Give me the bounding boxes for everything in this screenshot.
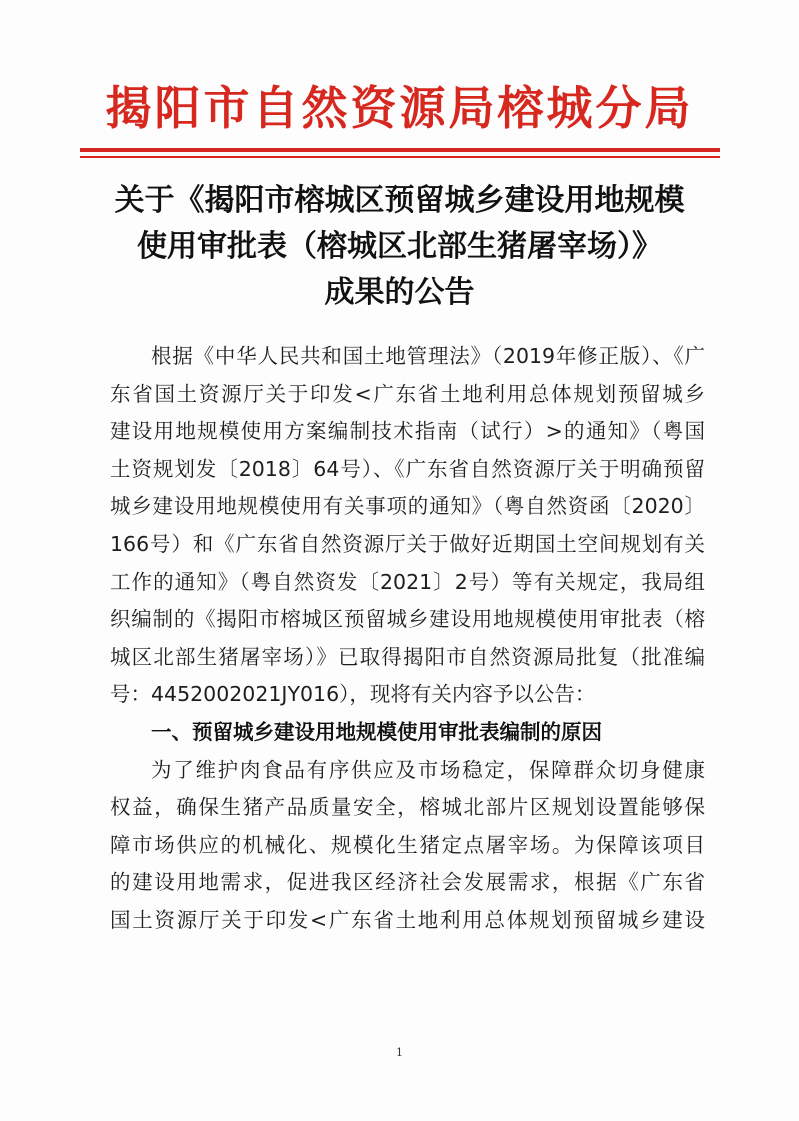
document-body	[110, 338, 705, 940]
body-line: 工作的通知》（粤自然资发〔2021〕2号）等有关规定，我局组	[110, 569, 705, 594]
body-line: 166号）和《广东省自然资源厅关于做好近期国土空间规划有关	[110, 531, 705, 556]
header-rule-thick	[80, 148, 720, 152]
body-line: 土资规划发〔2018〕64号）、《广东省自然资源厅关于明确预留	[110, 456, 705, 481]
body-line: 号：4452002021JY016），现将有关内容予以公告：	[110, 682, 596, 707]
body-line: 权益，确保生猪产品质量安全，榕城北部片区规划设置能够保	[110, 795, 705, 820]
body-line: 城乡建设用地规模使用有关事项的通知》（粤自然资函〔2020〕	[110, 494, 705, 519]
title-line-2: 使用审批表（榕城区北部生猪屠宰场）》	[137, 229, 662, 264]
body-line: 根据《中华人民共和国土地管理法》（2019年修正版）、《广	[151, 344, 705, 368]
body-line: 织编制的《揭阳市榕城区预留城乡建设用地规模使用审批表（榕	[110, 607, 705, 632]
title-line-3: 成果的公告	[324, 275, 475, 310]
title-line-1: 关于《揭阳市榕城区预留城乡建设用地规模	[114, 183, 685, 218]
body-line: 障市场供应的机械化、规模化生猪定点屠宰场。为保障该项目	[110, 832, 705, 857]
body-line: 城区北部生猪屠宰场）》已取得揭阳市自然资源局批复（批准编	[110, 644, 705, 669]
body-line: 建设用地规模使用方案编制技术指南（试行）>的通知》（粤国	[110, 419, 705, 444]
document-title	[0, 178, 799, 316]
body-line: 东省国土资源厅关于印发<广东省土地利用总体规划预留城乡	[110, 381, 705, 406]
body-line: 国土资源厅关于印发<广东省土地利用总体规划预留城乡建设	[110, 907, 705, 932]
page-number: 1	[396, 1046, 403, 1059]
body-line: 的建设用地需求，促进我区经济社会发展需求，根据《广东省	[110, 870, 705, 895]
organization-header: 揭阳市自然资源局榕城分局	[105, 81, 694, 135]
body-line: 为了维护肉食品有序供应及市场稳定，保障群众切身健康	[151, 757, 705, 782]
header-rule-thin	[80, 156, 720, 158]
section-heading: 一、预留城乡建设用地规模使用审批表编制的原因	[151, 719, 602, 744]
